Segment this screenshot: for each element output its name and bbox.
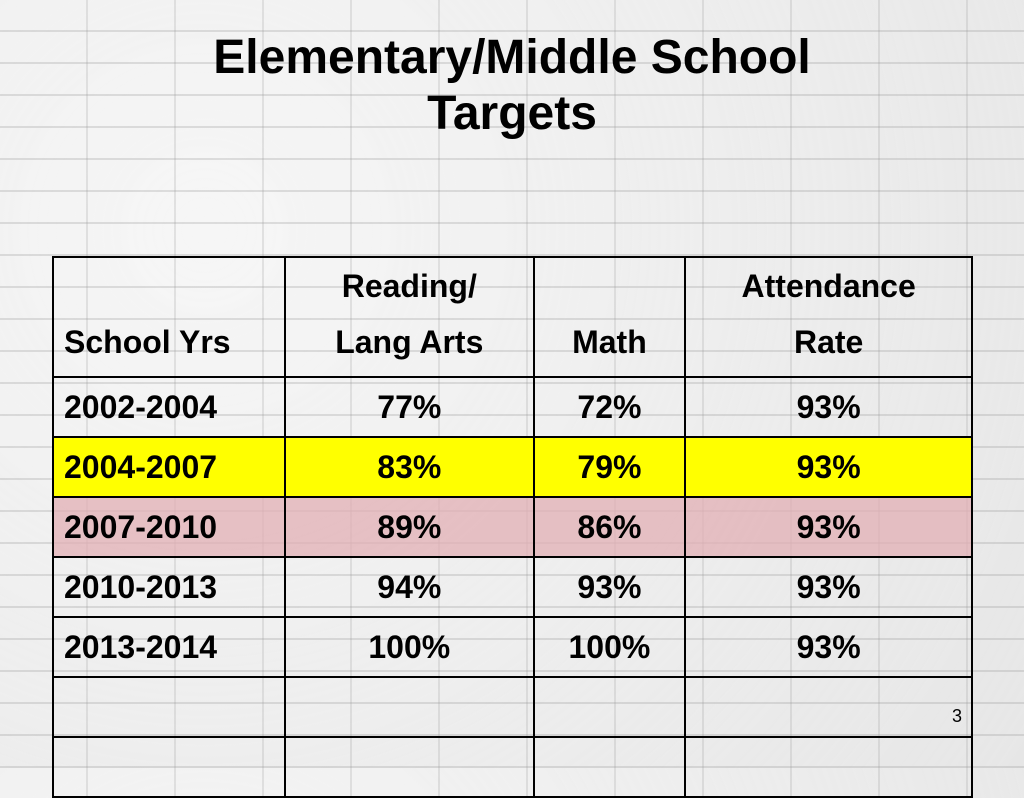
table-row-highlighted [53, 437, 972, 497]
cell-attendance: 93% [685, 557, 972, 617]
header-attendance: Attendance Rate [685, 257, 972, 377]
cell-reading: 83% [285, 437, 534, 497]
table-row [53, 377, 972, 437]
page-number: 3 [951, 706, 962, 726]
table-row [53, 557, 972, 617]
cell-attendance [685, 737, 972, 797]
cell-reading [285, 677, 534, 737]
cell-math: 72% [534, 377, 686, 437]
table-row-empty [53, 677, 972, 737]
cell-years [53, 737, 285, 797]
title-line-1: Elementary/Middle School [213, 31, 811, 84]
cell-reading: 89% [285, 497, 534, 557]
table-header-row [53, 257, 972, 377]
table-row [53, 617, 972, 677]
cell-attendance [685, 677, 972, 737]
cell-math [534, 677, 686, 737]
cell-math [534, 737, 686, 797]
cell-attendance: 93% [685, 617, 972, 677]
cell-years: 2010-2013 [53, 557, 285, 617]
slide-title [0, 30, 1024, 142]
cell-math: 93% [534, 557, 686, 617]
cell-years: 2004-2007 [53, 437, 285, 497]
title-line-2: Targets [427, 87, 597, 140]
header-math: Math [534, 257, 686, 377]
cell-years: 2007-2010 [53, 497, 285, 557]
cell-math: 86% [534, 497, 686, 557]
table-row-highlighted [53, 497, 972, 557]
cell-reading: 77% [285, 377, 534, 437]
cell-reading: 94% [285, 557, 534, 617]
cell-years [53, 677, 285, 737]
cell-reading: 100% [285, 617, 534, 677]
cell-years: 2002-2004 [53, 377, 285, 437]
cell-math: 79% [534, 437, 686, 497]
cell-attendance: 93% [685, 377, 972, 437]
cell-attendance: 93% [685, 437, 972, 497]
cell-math: 100% [534, 617, 686, 677]
targets-table [52, 256, 973, 798]
cell-reading [285, 737, 534, 797]
table-row-empty [53, 737, 972, 797]
cell-years: 2013-2014 [53, 617, 285, 677]
cell-attendance: 93% [685, 497, 972, 557]
header-reading: Reading/ Lang Arts [285, 257, 534, 377]
header-school-years: School Yrs [53, 257, 285, 377]
